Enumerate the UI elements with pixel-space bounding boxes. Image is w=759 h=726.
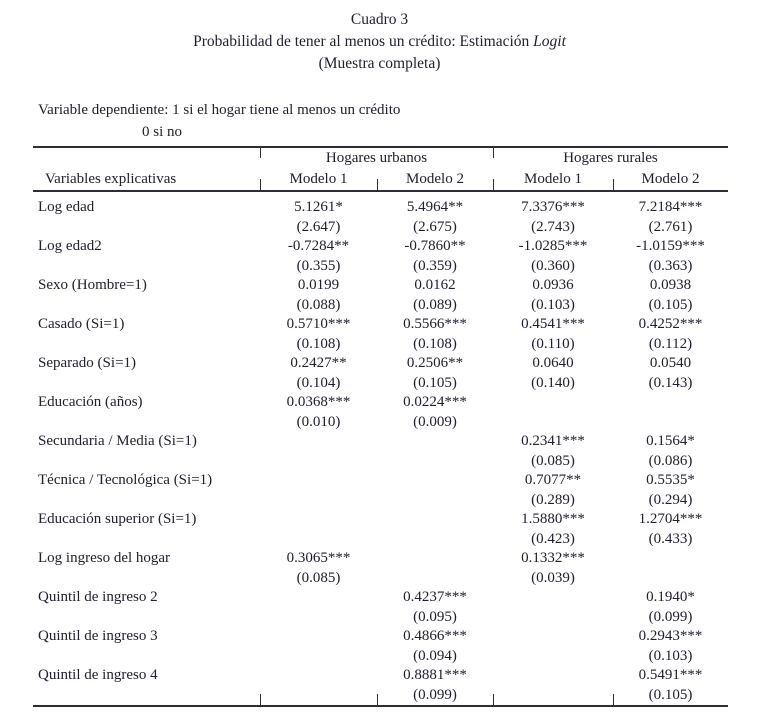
standard-error: (0.009) — [413, 413, 457, 430]
table-row — [33, 510, 728, 549]
cell-model-1-urban — [260, 393, 377, 432]
column-separator-tick — [493, 694, 494, 705]
table-row — [33, 432, 728, 471]
coefficient-value: 0.5710*** — [286, 316, 351, 332]
dependent-variable-note — [38, 99, 759, 143]
caption-title-text: Probabilidad de tener al menos un crédito: Estimación — [193, 33, 534, 50]
group-header-row — [33, 148, 728, 168]
standard-error — [260, 608, 377, 628]
standard-error: (0.095) — [413, 608, 457, 625]
cell-model-1-rural — [493, 315, 613, 354]
cell-model-2-urban — [377, 666, 493, 705]
standard-error: (0.089) — [413, 296, 457, 313]
caption-number: Cuadro 3 — [350, 11, 409, 28]
cell-model-1-urban — [260, 198, 377, 237]
standard-error: (0.105) — [648, 686, 693, 703]
column-header-model-1-urban: Modelo 1 — [289, 171, 348, 187]
coefficient-value: -0.7860** — [404, 238, 466, 254]
column-header-variables: Variables explicativas — [45, 171, 177, 187]
group-header-urban: Hogares urbanos — [325, 150, 428, 166]
coefficient-value: 0.4866*** — [403, 628, 467, 644]
coefficient-value: 0.0199 — [297, 277, 340, 293]
column-header-model-1-rural: Modelo 1 — [524, 171, 582, 187]
table-body — [33, 192, 728, 705]
row-label: Educación superior (Si=1) — [38, 511, 197, 527]
standard-error — [613, 413, 728, 433]
table-row — [33, 315, 728, 354]
cell-model-2-rural — [613, 471, 728, 510]
coefficient-value — [377, 549, 493, 569]
coefficient-value: 0.1940* — [646, 589, 695, 605]
cell-model-2-rural — [613, 276, 728, 315]
cell-model-2-rural — [613, 666, 728, 705]
standard-error — [260, 686, 377, 706]
row-label: Educación (años) — [38, 394, 143, 410]
coefficient-value — [260, 627, 377, 647]
coefficient-value: 7.2184*** — [638, 199, 703, 215]
cell-model-1-rural — [493, 198, 613, 237]
standard-error: (0.289) — [531, 491, 575, 508]
table-header — [33, 148, 728, 190]
depvar-line1: Variable dependiente: 1 si el hogar tiene al menos un crédito — [38, 102, 401, 118]
coefficient-value: 0.5535* — [646, 472, 695, 488]
table-bottom-rule — [33, 705, 728, 707]
coefficient-value: 0.5566*** — [403, 316, 467, 332]
coefficient-value: 7.3376*** — [521, 199, 585, 215]
standard-error — [493, 647, 613, 667]
table-caption — [0, 0, 759, 75]
cell-model-2-rural — [613, 549, 728, 588]
coefficient-value: 0.5491*** — [638, 667, 703, 683]
column-separator-tick — [260, 179, 261, 190]
standard-error — [493, 608, 613, 628]
standard-error: (2.675) — [413, 218, 457, 235]
standard-error: (2.761) — [648, 218, 693, 235]
column-separator-tick — [493, 148, 494, 158]
coefficient-value: 0.2341*** — [521, 433, 585, 449]
row-label: Log edad2 — [38, 238, 102, 254]
cell-model-1-rural — [493, 588, 613, 627]
cell-model-2-urban — [377, 549, 493, 588]
standard-error: (0.110) — [531, 335, 575, 352]
coefficient-value: 0.8881*** — [403, 667, 467, 683]
cell-model-2-rural — [613, 627, 728, 666]
coefficient-value — [260, 432, 377, 452]
cell-model-1-rural — [493, 432, 613, 471]
standard-error: (2.647) — [296, 218, 341, 235]
column-separator-tick — [493, 179, 494, 190]
coefficient-value — [377, 471, 493, 491]
standard-error: (0.112) — [648, 335, 693, 352]
cell-model-1-rural — [493, 627, 613, 666]
standard-error: (0.039) — [531, 569, 575, 586]
coefficient-value — [260, 471, 377, 491]
cell-model-1-urban — [260, 432, 377, 471]
standard-error: (0.108) — [413, 335, 457, 352]
row-label: Log ingreso del hogar — [38, 550, 171, 566]
row-label: Separado (Si=1) — [38, 355, 137, 371]
cell-model-2-urban — [377, 432, 493, 471]
row-label: Quintil de ingreso 3 — [38, 628, 158, 644]
standard-error — [260, 647, 377, 667]
standard-error: (0.105) — [648, 296, 693, 313]
cell-model-1-urban — [260, 627, 377, 666]
cell-model-1-rural — [493, 666, 613, 705]
standard-error: (0.085) — [531, 452, 575, 469]
standard-error: (0.099) — [413, 686, 457, 703]
coefficient-value: 0.2506** — [406, 355, 464, 371]
row-label: Secundaria / Media (Si=1) — [38, 433, 197, 449]
coefficient-value — [260, 666, 377, 686]
cell-model-1-rural — [493, 237, 613, 276]
standard-error: (0.104) — [296, 374, 341, 391]
standard-error: (0.108) — [296, 335, 341, 352]
standard-error — [613, 569, 728, 589]
standard-error — [377, 569, 493, 589]
row-label: Técnica / Tecnológica (Si=1) — [38, 472, 213, 488]
standard-error: (0.085) — [296, 569, 341, 586]
standard-error — [493, 686, 613, 706]
coefficient-value: -0.7284** — [287, 238, 350, 254]
coefficient-value: 5.4964** — [406, 199, 464, 215]
depvar-line2: 0 si no — [142, 124, 183, 140]
cell-model-1-urban — [260, 237, 377, 276]
coefficient-value — [377, 432, 493, 452]
cell-model-1-urban — [260, 471, 377, 510]
group-header-rural: Hogares rurales — [563, 150, 658, 166]
coefficient-value: 0.0938 — [649, 277, 692, 293]
coefficient-value — [613, 549, 728, 569]
coefficient-value: 0.3065*** — [286, 550, 351, 566]
coefficient-value — [260, 588, 377, 608]
cell-model-2-urban — [377, 198, 493, 237]
standard-error — [260, 491, 377, 511]
cell-model-2-rural — [613, 432, 728, 471]
column-header-model-2-urban: Modelo 2 — [406, 171, 464, 187]
table-row — [33, 237, 728, 276]
table-row — [33, 276, 728, 315]
cell-model-1-urban — [260, 588, 377, 627]
cell-model-2-urban — [377, 627, 493, 666]
column-header-row — [33, 168, 728, 190]
row-label: Quintil de ingreso 4 — [38, 667, 158, 683]
cell-model-2-urban — [377, 315, 493, 354]
cell-model-1-urban — [260, 276, 377, 315]
standard-error: (0.099) — [648, 608, 693, 625]
standard-error: (0.103) — [531, 296, 575, 313]
cell-model-1-rural — [493, 510, 613, 549]
coefficient-value: 0.7077** — [524, 472, 582, 488]
row-label: Quintil de ingreso 2 — [38, 589, 158, 605]
standard-error: (0.143) — [648, 374, 693, 391]
cell-model-2-urban — [377, 393, 493, 432]
standard-error: (2.743) — [531, 218, 575, 235]
cell-model-2-urban — [377, 354, 493, 393]
coefficient-value — [493, 588, 613, 608]
cell-model-2-urban — [377, 276, 493, 315]
caption-title — [0, 31, 759, 53]
row-label: Sexo (Hombre=1) — [38, 277, 147, 293]
coefficient-value: 0.0224*** — [403, 394, 467, 410]
table-row — [33, 354, 728, 393]
coefficient-value: 0.2943*** — [638, 628, 703, 644]
cell-model-2-urban — [377, 588, 493, 627]
standard-error: (0.086) — [648, 452, 693, 469]
cell-model-1-rural — [493, 471, 613, 510]
cell-model-1-urban — [260, 354, 377, 393]
coefficient-value: 0.0936 — [532, 277, 574, 293]
cell-model-2-urban — [377, 237, 493, 276]
cell-model-2-rural — [613, 198, 728, 237]
cell-model-2-urban — [377, 471, 493, 510]
coefficient-value: -1.0285*** — [518, 238, 588, 254]
standard-error: (0.103) — [648, 647, 693, 664]
column-separator-tick — [377, 694, 378, 705]
standard-error: (0.094) — [413, 647, 457, 664]
coefficient-value: 0.1564* — [646, 433, 695, 449]
table-row — [33, 549, 728, 588]
standard-error: (0.433) — [648, 530, 693, 547]
cell-model-2-rural — [613, 510, 728, 549]
column-separator-tick — [377, 179, 378, 190]
cell-model-1-rural — [493, 276, 613, 315]
cell-model-2-rural — [613, 354, 728, 393]
coefficient-value: 0.0162 — [414, 277, 456, 293]
coefficient-value: 0.4237*** — [403, 589, 467, 605]
coefficient-value: 0.4252*** — [638, 316, 703, 332]
standard-error: (0.105) — [413, 374, 457, 391]
column-separator-tick — [260, 694, 261, 705]
table-row — [33, 666, 728, 705]
cell-model-2-rural — [613, 237, 728, 276]
standard-error: (0.359) — [413, 257, 457, 274]
table-row — [33, 627, 728, 666]
table-row — [33, 588, 728, 627]
standard-error — [377, 452, 493, 472]
row-label: Log edad — [38, 199, 95, 215]
column-separator-tick — [613, 694, 614, 705]
column-separator-tick — [260, 148, 261, 158]
standard-error — [377, 530, 493, 550]
cell-model-2-rural — [613, 588, 728, 627]
cell-model-1-urban — [260, 666, 377, 705]
coefficient-value: 1.2704*** — [638, 511, 703, 527]
standard-error: (0.088) — [296, 296, 341, 313]
coefficient-value: 0.4541*** — [521, 316, 585, 332]
coefficient-value — [493, 666, 613, 686]
table-row — [33, 393, 728, 432]
coefficient-value — [613, 393, 728, 413]
cell-model-1-rural — [493, 393, 613, 432]
coefficient-value: 0.0368*** — [286, 394, 351, 410]
coefficient-value: 0.0640 — [532, 355, 574, 371]
cell-model-2-rural — [613, 393, 728, 432]
standard-error: (0.294) — [648, 491, 693, 508]
table-row — [33, 471, 728, 510]
row-label: Casado (Si=1) — [38, 316, 125, 332]
cell-model-2-urban — [377, 510, 493, 549]
standard-error — [493, 413, 613, 433]
cell-model-1-rural — [493, 354, 613, 393]
cell-model-1-rural — [493, 549, 613, 588]
column-header-model-2-rural: Modelo 2 — [641, 171, 700, 187]
standard-error: (0.360) — [531, 257, 575, 274]
coefficient-value — [493, 393, 613, 413]
coefficient-value: 0.1332*** — [521, 550, 585, 566]
group-header-spacer — [33, 148, 260, 168]
coefficient-value: -1.0159*** — [636, 238, 705, 254]
cell-model-1-urban — [260, 510, 377, 549]
standard-error: (0.355) — [296, 257, 341, 274]
column-separator-tick — [613, 179, 614, 190]
regression-table — [33, 146, 728, 707]
caption-subtitle: (Muestra completa) — [318, 55, 441, 72]
coefficient-value: 0.0540 — [649, 355, 692, 371]
standard-error — [377, 491, 493, 511]
standard-error: (0.423) — [531, 530, 575, 547]
cell-model-1-urban — [260, 549, 377, 588]
coefficient-value — [377, 510, 493, 530]
cell-model-2-rural — [613, 315, 728, 354]
coefficient-value — [260, 510, 377, 530]
standard-error: (0.363) — [648, 257, 693, 274]
standard-error: (0.140) — [531, 374, 575, 391]
standard-error — [260, 530, 377, 550]
table-row — [33, 198, 728, 237]
standard-error: (0.010) — [296, 413, 341, 430]
coefficient-value: 0.2427** — [290, 355, 347, 371]
coefficient-value: 1.5880*** — [521, 511, 585, 527]
cell-model-1-urban — [260, 315, 377, 354]
coefficient-value: 5.1261* — [294, 199, 343, 215]
standard-error — [260, 452, 377, 472]
coefficient-value — [493, 627, 613, 647]
caption-title-italic: Logit — [533, 33, 566, 50]
